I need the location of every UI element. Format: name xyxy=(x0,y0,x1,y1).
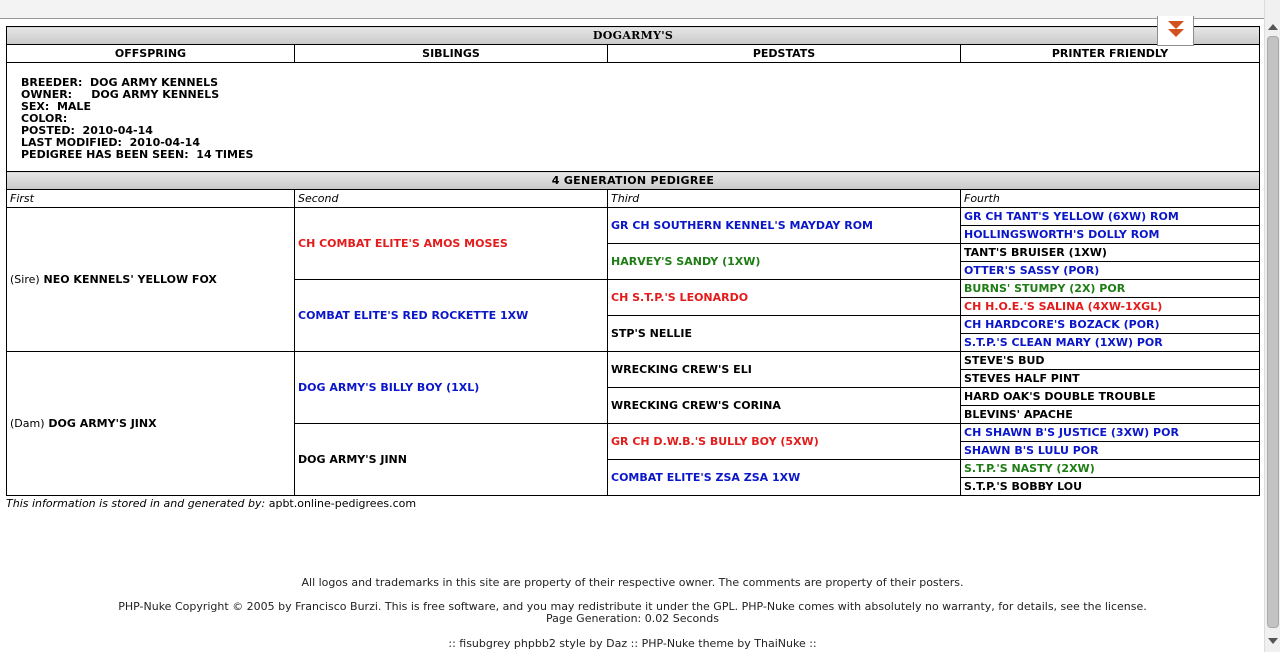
source-credit xyxy=(6,497,1259,510)
fourth-gen-dog-0[interactable] xyxy=(961,208,1260,226)
dog-name-link[interactable]: STEVE'S BUD xyxy=(964,354,1045,367)
dog-name-link[interactable]: S.T.P.'S NASTY (2XW) xyxy=(964,462,1095,475)
footer-trademarks: All logos and trademarks in this site are property of their respective owner. The comments are property of their posters. xyxy=(301,576,964,589)
credit-site-link[interactable]: apbt.online-pedigrees.com xyxy=(268,497,417,510)
dog-name-link[interactable]: COMBAT ELITE'S RED ROCKETTE 1XW xyxy=(298,309,529,322)
dog-name-link[interactable]: COMBAT ELITE'S ZSA ZSA 1XW xyxy=(611,471,801,484)
double-chevron-down-icon xyxy=(1168,21,1184,29)
dog-name-link[interactable]: CH COMBAT ELITE'S AMOS MOSES xyxy=(298,237,508,250)
credit-text: This information is stored in and generated by: xyxy=(6,497,266,510)
third-gen-dog-1[interactable] xyxy=(608,244,961,280)
fourth-gen-dog-3[interactable] xyxy=(961,262,1260,280)
fourth-gen-dog-11[interactable] xyxy=(961,406,1260,424)
fourth-gen-dog-7[interactable] xyxy=(961,334,1260,352)
dog-name-link[interactable]: CH S.T.P.'S LEONARDO xyxy=(611,291,749,304)
printer-friendly-link[interactable]: PRINTER FRIENDLY xyxy=(961,45,1260,63)
dog-name-link[interactable]: WRECKING CREW'S CORINA xyxy=(611,399,781,412)
fourth-gen-dog-1[interactable] xyxy=(961,226,1260,244)
dog-name-link[interactable]: SHAWN B'S LULU POR xyxy=(964,444,1099,457)
footer-copyright xyxy=(0,601,1265,625)
dog-name-link[interactable]: DOG ARMY'S BILLY BOY (1XL) xyxy=(298,381,480,394)
dog-name-link[interactable]: STP'S NELLIE xyxy=(611,327,692,340)
fourth-gen-dog-6[interactable] xyxy=(961,316,1260,334)
scroll-up-arrow-icon[interactable] xyxy=(1268,24,1278,30)
third-gen-dog-6[interactable] xyxy=(608,424,961,460)
dog-name-link[interactable]: S.T.P.'S BOBBY LOU xyxy=(964,480,1083,493)
parent-role-label: (Dam) xyxy=(10,417,45,430)
dog-name-link[interactable]: GR CH TANT'S YELLOW (6XW) ROM xyxy=(964,210,1179,223)
scroll-thumb[interactable] xyxy=(1267,36,1279,628)
dog-name-link[interactable]: CH H.O.E.'S SALINA (4XW-1XGL) xyxy=(964,300,1163,313)
dog-name-link[interactable]: OTTER'S SASSY (POR) xyxy=(964,264,1100,277)
fourth-gen-dog-15[interactable] xyxy=(961,478,1260,496)
pedigree-table xyxy=(6,26,1260,496)
fourth-gen-dog-5[interactable] xyxy=(961,298,1260,316)
pedigree-tree xyxy=(7,208,1260,496)
scroll-down-arrow-icon[interactable] xyxy=(1268,638,1278,644)
first-gen-dog-1[interactable] xyxy=(7,352,295,496)
sex-row: SEX: MALE xyxy=(21,100,91,113)
second-gen-dog-3[interactable] xyxy=(295,424,608,496)
dog-name-link[interactable]: DOG ARMY'S JINN xyxy=(298,453,407,466)
gen-label-first: First xyxy=(7,190,295,208)
dog-name-link[interactable]: TANT'S BRUISER (1XW) xyxy=(964,246,1107,259)
offspring-link[interactable]: OFFSPRING xyxy=(7,45,295,63)
page-title: DOGARMY'S xyxy=(7,27,1260,45)
posted-row: POSTED: 2010-04-14 xyxy=(21,124,153,137)
third-gen-dog-7[interactable] xyxy=(608,460,961,496)
browser-top-bar xyxy=(0,0,1265,19)
dog-name-link[interactable]: STEVES HALF PINT xyxy=(964,372,1080,385)
third-gen-dog-2[interactable] xyxy=(608,280,961,316)
dog-name-link[interactable]: CH SHAWN B'S JUSTICE (3XW) POR xyxy=(964,426,1179,439)
parent-role-label: (Sire) xyxy=(10,273,40,286)
third-gen-dog-3[interactable] xyxy=(608,316,961,352)
dog-name-link[interactable]: BURNS' STUMPY (2X) POR xyxy=(964,282,1126,295)
pedigree-page xyxy=(6,26,1259,510)
dog-name-link[interactable]: HARVEY'S SANDY (1XW) xyxy=(611,255,761,268)
dog-info-panel xyxy=(7,63,1260,172)
gen-label-second: Second xyxy=(295,190,608,208)
dog-name-link[interactable]: WRECKING CREW'S ELI xyxy=(611,363,752,376)
fourth-gen-dog-12[interactable] xyxy=(961,424,1260,442)
fourth-gen-dog-2[interactable] xyxy=(961,244,1260,262)
pedigree-row xyxy=(7,352,1260,370)
dog-name-link[interactable]: HARD OAK'S DOUBLE TROUBLE xyxy=(964,390,1156,403)
vertical-scrollbar[interactable] xyxy=(1264,0,1280,652)
dog-name-link[interactable]: GR CH D.W.B.'S BULLY BOY (5XW) xyxy=(611,435,819,448)
dog-name-link[interactable]: HOLLINGSWORTH'S DOLLY ROM xyxy=(964,228,1160,241)
gen-label-fourth: Fourth xyxy=(961,190,1260,208)
footer-license: PHP-Nuke Copyright © 2005 by Francisco Burzi. This is free software, and you may redistribute it under the GPL. PHP-Nuke comes with absolutely no warranty, for details, see the license. xyxy=(118,600,1147,613)
pedstats-link[interactable]: PEDSTATS xyxy=(608,45,961,63)
seen-row: PEDIGREE HAS BEEN SEEN: 14 TIMES xyxy=(21,148,254,161)
dog-name-link[interactable]: NEO KENNELS' YELLOW FOX xyxy=(43,273,217,286)
second-gen-dog-2[interactable] xyxy=(295,352,608,424)
third-gen-dog-4[interactable] xyxy=(608,352,961,388)
footer-theme-credits: :: fisubgrey phpbb2 style by Daz :: PHP-Nuke theme by ThaiNuke :: xyxy=(448,637,817,650)
pedigree-header: 4 GENERATION PEDIGREE xyxy=(7,172,1260,190)
fourth-gen-dog-13[interactable] xyxy=(961,442,1260,460)
pedigree-row xyxy=(7,208,1260,226)
second-gen-dog-1[interactable] xyxy=(295,280,608,352)
owner-row: OWNER: DOG ARMY KENNELS xyxy=(21,88,220,101)
dog-name-link[interactable]: GR CH SOUTHERN KENNEL'S MAYDAY ROM xyxy=(611,219,873,232)
breeder-row: BREEDER: DOG ARMY KENNELS xyxy=(21,76,219,89)
fourth-gen-dog-10[interactable] xyxy=(961,388,1260,406)
second-gen-dog-0[interactable] xyxy=(295,208,608,280)
fourth-gen-dog-14[interactable] xyxy=(961,460,1260,478)
third-gen-dog-0[interactable] xyxy=(608,208,961,244)
siblings-link[interactable]: SIBLINGS xyxy=(295,45,608,63)
dog-name-link[interactable]: S.T.P.'S CLEAN MARY (1XW) POR xyxy=(964,336,1163,349)
scroll-bottom-button[interactable] xyxy=(1157,16,1194,46)
chevron-down-icon xyxy=(1168,29,1184,37)
fourth-gen-dog-4[interactable] xyxy=(961,280,1260,298)
fourth-gen-dog-9[interactable] xyxy=(961,370,1260,388)
dog-name-link[interactable]: DOG ARMY'S JINX xyxy=(48,417,157,430)
third-gen-dog-5[interactable] xyxy=(608,388,961,424)
fourth-gen-dog-8[interactable] xyxy=(961,352,1260,370)
dog-name-link[interactable]: BLEVINS' APACHE xyxy=(964,408,1073,421)
first-gen-dog-0[interactable] xyxy=(7,208,295,352)
last-modified-row: LAST MODIFIED: 2010-04-14 xyxy=(21,136,200,149)
gen-label-third: Third xyxy=(608,190,961,208)
color-row: COLOR: xyxy=(21,112,68,125)
dog-name-link[interactable]: CH HARDCORE'S BOZACK (POR) xyxy=(964,318,1160,331)
footer-page-generation: Page Generation: 0.02 Seconds xyxy=(546,612,719,625)
